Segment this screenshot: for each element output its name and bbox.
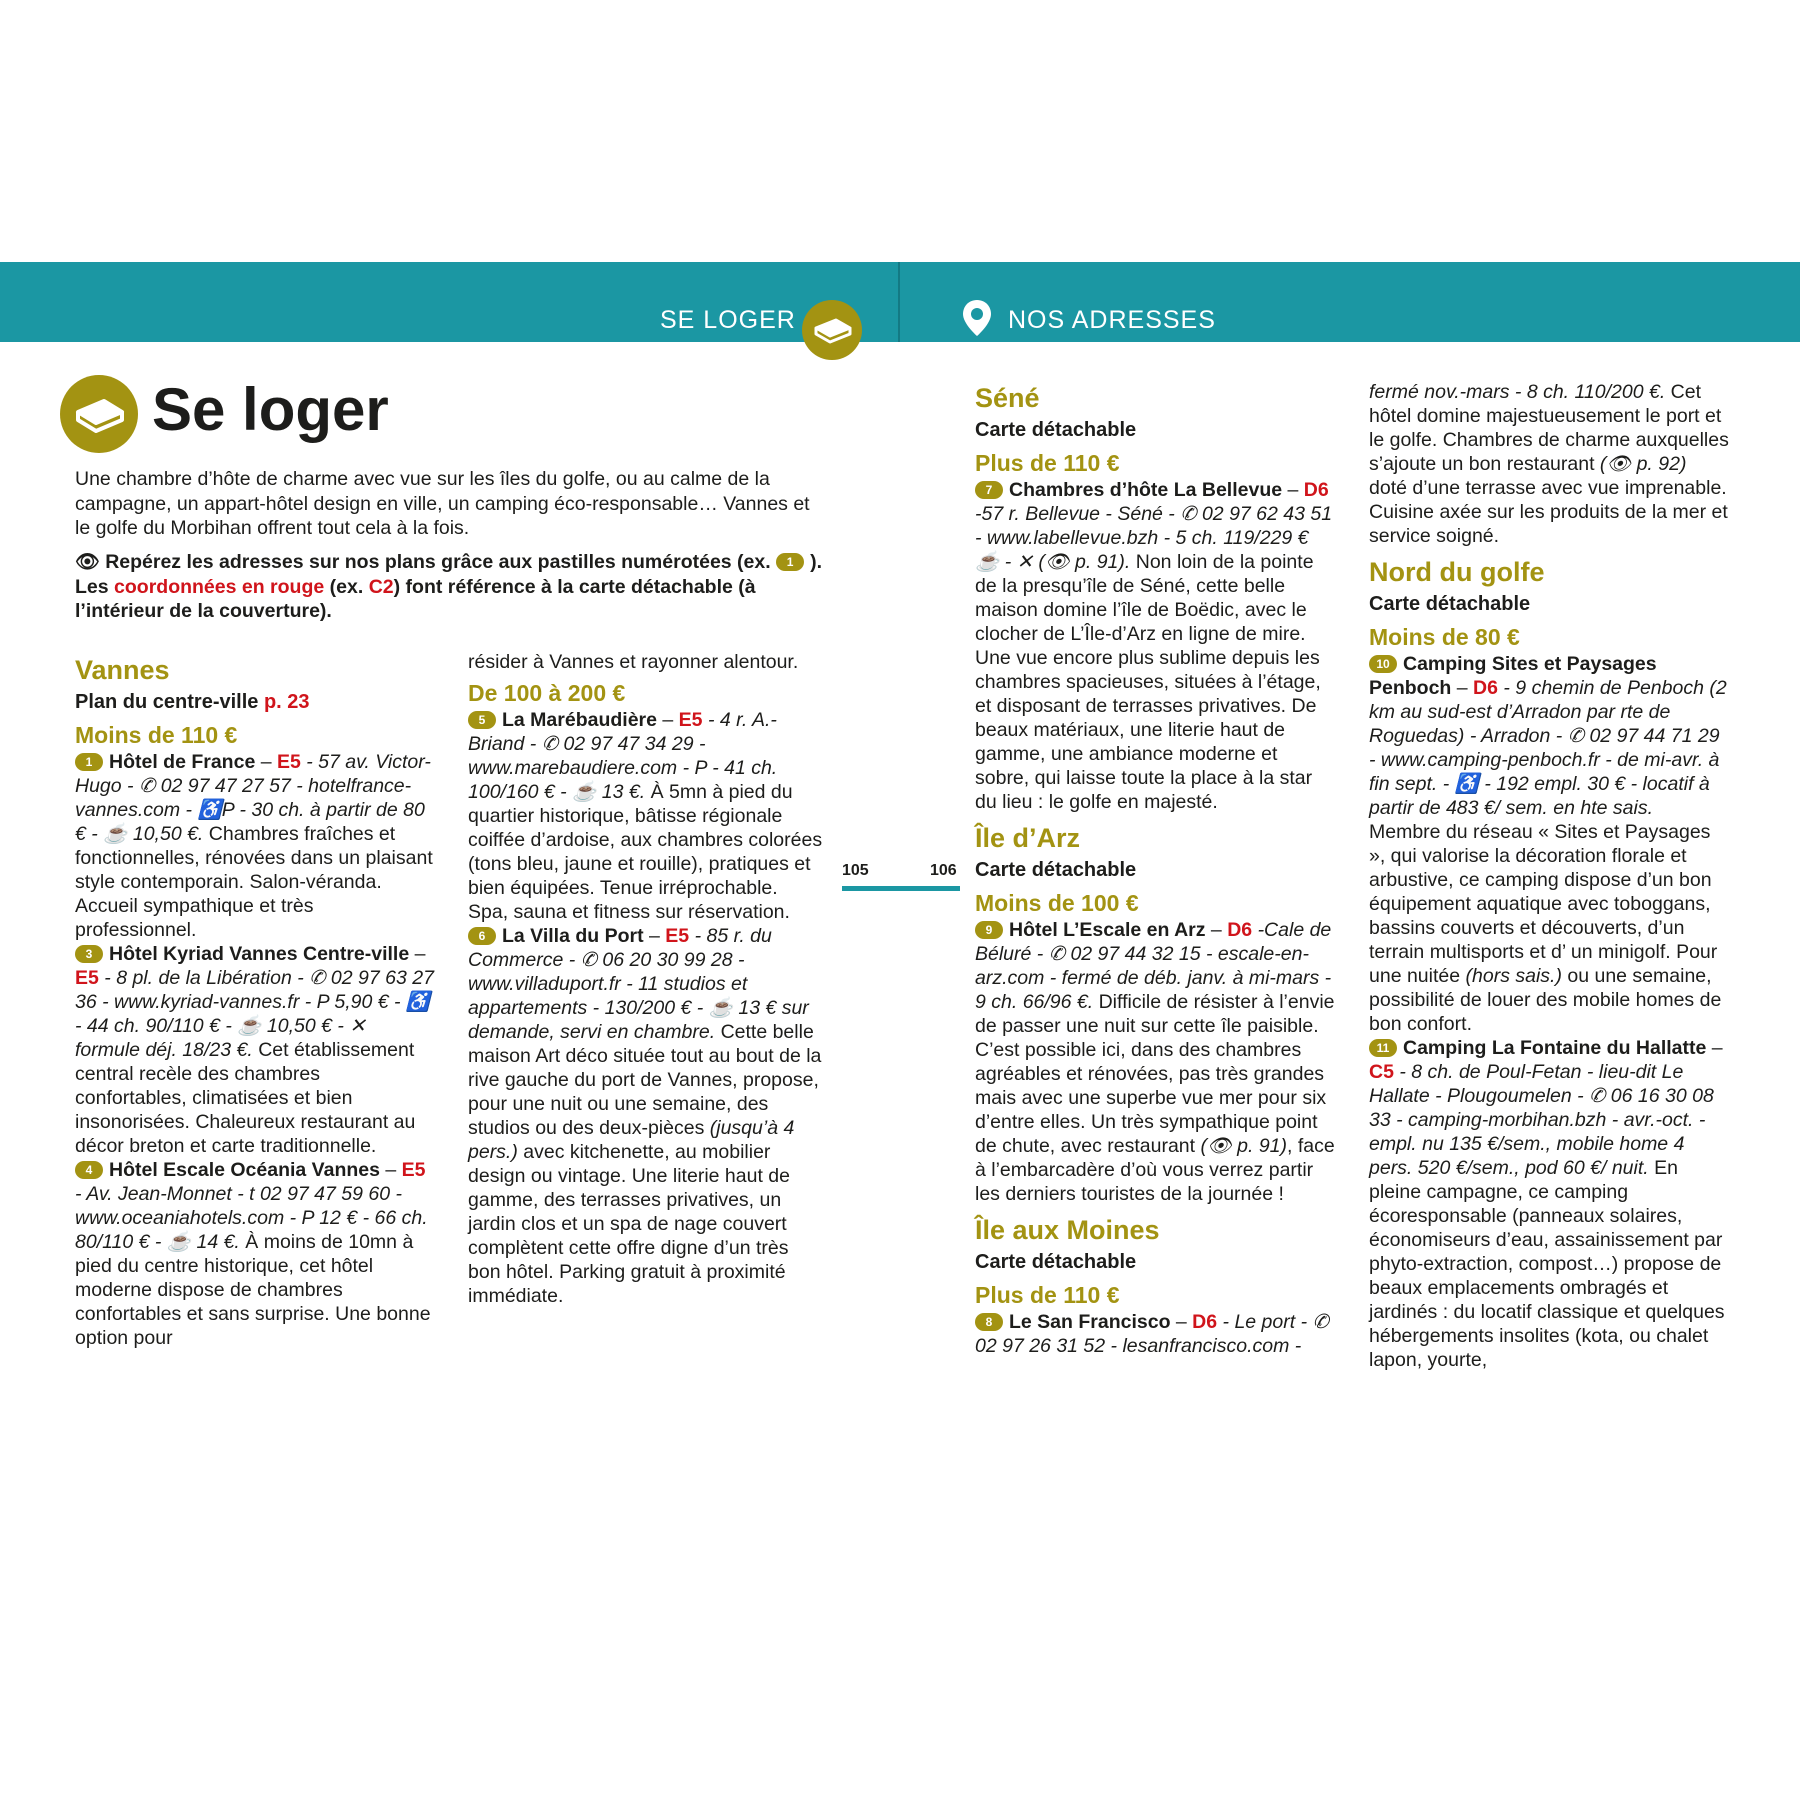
note-red-coord: C2 xyxy=(368,575,394,598)
listing-description: Cette belle maison Art déco située tout au bout de la rive gauche du port de Vannes, propose, pour une nuit ou une semaine, des studios ou des deux-pièces xyxy=(468,1021,822,1139)
listing-description-italic: (jusqu’à 4 pers.) xyxy=(468,1117,795,1163)
listing-coord: C5 xyxy=(1369,1061,1394,1083)
listing-description: En pleine campagne, ce camping écoresponsable (panneaux solaires, économiseurs d’eau, assainissement par phyto-extraction, compost…) propose de beaux emplacements ombragés et jardinés : du locatif classique et quelques hébergements insolites (kota, ou chalet lapon, yourte, xyxy=(1369,1157,1725,1371)
listing-coord: D6 xyxy=(1192,1311,1218,1333)
listing-coord: E5 xyxy=(75,967,99,989)
listing-entry: 7 Chambres d’hôte La Bellevue – D6 -57 r. Bellevue - Séné - ✆ 02 97 62 43 51 - www.labellevue.bzh - 5 ch. 119/229 € ☕ - ✕ (👁 p. 91). Non loin de la pointe de la presqu’île de Séné, cette belle maison domine l’île de Boëdic, avec le clocher de L’Île-d’Arz en ligne de mire. Une vue encore plus sublime depuis les chambres spacieuses, situées à l’étage, et disposant de terrasses privatives. De beaux matériaux, une literie haut de gamme, une ambiance moderne et sobre, qui laisse toute la place à la star du lieu : le golfe en majesté. xyxy=(975,479,1333,813)
city-heading: Vannes xyxy=(75,655,170,685)
listing-badge: 9 xyxy=(975,921,1003,939)
listing-badge: 4 xyxy=(75,1161,103,1179)
bed-icon xyxy=(60,375,138,453)
page-number-bar xyxy=(842,886,960,891)
price-heading: Moins de 110 € xyxy=(75,722,238,748)
listing-entry: 9 Hôtel L’Escale en Arz – D6 -Cale de Béluré - ✆ 02 97 44 32 15 - escale-en-arz.com - fermé de déb. janv. à mi-mars - 9 ch. 66/96 €. Difficile de résister à l’envie de passer une nuit sur cette île paisible. C’est possible ici, dans des chambres agréables et rénovées, pas très grandes mais avec une superbe vue mer pour six d’entre elles. Un très sympathique point de chute, avec restaurant (👁 p. 91), face à l’embarcadère d’où vous verrez partir les derniers touristes de la journée ! xyxy=(975,919,1335,1205)
bed-icon xyxy=(802,300,862,360)
city-heading: Île d’Arz xyxy=(975,823,1081,853)
banner-divider xyxy=(898,262,900,342)
note-text: ). Les xyxy=(75,551,823,598)
listing-badge: 3 xyxy=(75,945,103,963)
listing-description: avec kitchenette, au mobilier design ou vintage. Une literie haut de gamme, des terrasses privatives, un jardin clos et un spa de nage couvert complètent cette offre digne d’un très bon hôtel. Parking gratuit à proximité immédiate. xyxy=(468,1141,790,1307)
page-number-right: 106 xyxy=(930,862,957,879)
price-heading: Moins de 100 € xyxy=(975,890,1139,916)
banner-left-label: SE LOGER xyxy=(660,306,796,334)
listing-badge: 6 xyxy=(468,927,496,945)
listing-description: Membre du réseau « Sites et Paysages », qui valorise la décoration florale et arbustive, ce camping dispose d’un bon équipement aquatique avec toboggans, bassins couverts et découverts, d’un terrain multisports et d’ un minigolf. Pour une nuitée xyxy=(1369,821,1718,987)
continued-text xyxy=(1369,380,1729,548)
listing-info: fermé nov.-mars - 8 ch. 110/200 €. xyxy=(1369,381,1666,403)
listing-description-italic: (👁 p. 92) xyxy=(1599,453,1687,475)
listing-badge: 10 xyxy=(1369,655,1397,673)
map-note xyxy=(75,550,830,624)
section-banner xyxy=(0,262,1800,342)
page-number-left: 105 xyxy=(842,862,869,879)
listing-entry: 5 La Marébaudière – E5 - 4 r. A.-Briand - ✆ 02 97 47 34 29 - www.marebaudiere.com - P - 41 ch. 100/160 € - ☕ 13 €. À 5mn à pied du quartier historique, bâtisse régionale coiffée d’ardoise, aux chambres colorées (tons bleu, jaune et rouille), pratiques et bien équipées. Tenue irréprochable. Spa, sauna et fitness sur réservation. xyxy=(468,709,823,923)
price-heading: De 100 à 200 € xyxy=(468,680,626,706)
listing-coord: E5 xyxy=(401,1159,426,1181)
note-text: ) font référence à la carte détachable (à l’intérieur de la couverture). xyxy=(75,575,756,622)
price-heading: Plus de 110 € xyxy=(975,450,1120,476)
note-text: (ex. xyxy=(329,575,364,598)
listing-entry: 11 Camping La Fontaine du Hallatte – C5 - 8 ch. de Poul-Fetan - lieu-dit Le Hallate - Plougoumelen - ✆ 06 16 30 08 33 - camping-morbihan.bzh - avr.-oct. - empl. nu 135 €/sem., mobile home 4 pers. 520 €/sem., pod 60 €/ nuit. En pleine campagne, ce camping écoresponsable (panneaux solaires, économiseurs d’eau, assainissement par phyto-extraction, compost…) propose de beaux emplacements ombragés et jardinés : du locatif classique et quelques hébergements insolites (kota, ou chalet lapon, yourte, xyxy=(1369,1037,1725,1371)
listing-coord: E5 xyxy=(678,709,703,731)
map-reference: Carte détachable xyxy=(975,1251,1137,1273)
listing-name: Camping Sites et Paysages Penboch xyxy=(1369,653,1657,699)
listing-coord: D6 xyxy=(1303,479,1329,501)
city-heading: Nord du golfe xyxy=(1369,557,1545,587)
note-text: Repérez les adresses sur nos plans grâce aux pastilles numérotées (ex. xyxy=(105,551,771,573)
map-reference: Carte détachable xyxy=(975,419,1137,441)
intro-paragraph: Une chambre d’hôte de charme avec vue sur les îles du golfe, ou au calme de la campagne, un appart-hôtel design en ville, un camping éco-responsable… Vannes et le golfe du Morbihan offrent tout cela à la fois. xyxy=(75,468,810,539)
listing-info: -57 r. Bellevue - Séné - ✆ 02 97 62 43 51 - www.labellevue.bzh - 5 ch. 119/229 € ☕ - ✕ (👁 p. 91). xyxy=(975,503,1333,573)
eye-icon: 👁 xyxy=(75,551,100,573)
page-title: Se loger xyxy=(152,376,389,443)
listing-name: Hôtel L’Escale en Arz xyxy=(1009,919,1206,941)
listing-entry: 1 Hôtel de France – E5 - 57 av. Victor-Hugo - ✆ 02 97 47 27 57 - hotelfrance-vannes.com - ♿P - 30 ch. à partir de 80 € - ☕ 10,50 €. Chambres fraîches et fonctionnelles, rénovées dans un plaisant style contemporain. Salon-véranda. Accueil sympathique et très professionnel. xyxy=(75,751,433,941)
listing-name: Hôtel Escale Océania Vannes xyxy=(109,1159,380,1181)
listing-name: La Marébaudière xyxy=(502,709,657,731)
listing-description: , face à l’embarcadère d’où vous verrez partir les derniers touristes de la journée ! xyxy=(975,1135,1335,1205)
listing-description: À 5mn à pied du quartier historique, bâtisse régionale coiffée d’ardoise, aux chambres colorées (tons bleu, jaune et rouille), pratiques et bien équipées. Tenue irréprochable. Spa, sauna et fitness sur réservation. xyxy=(468,781,823,923)
listing-info: - 85 r. du Commerce - ✆ 06 20 30 99 28 - www.villaduport.fr - 11 studios et appartements - 130/200 € - ☕ 13 € sur demande, servi en chambre. xyxy=(468,925,809,1043)
map-reference: Carte détachable xyxy=(1369,593,1531,615)
column-3 xyxy=(975,382,1335,1358)
listing-entry: 6 La Villa du Port – E5 - 85 r. du Commerce - ✆ 06 20 30 99 28 - www.villaduport.fr - 11 studios et appartements - 130/200 € - ☕ 13 € sur demande, servi en chambre. Cette belle maison Art déco située tout au bout de la rive gauche du port de Vannes, propose, pour une nuit ou une semaine, des studios ou des deux-pièces (jusqu’à 4 pers.) avec kitchenette, au mobilier design ou vintage. Une literie haut de gamme, des terrasses privatives, un jardin clos et un spa de nage couvert complètent cette offre digne d’un très bon hôtel. Parking gratuit à proximité immédiate. xyxy=(468,925,822,1307)
listing-badge: 11 xyxy=(1369,1039,1397,1057)
continued-text: résider à Vannes et rayonner alentour. xyxy=(468,651,799,673)
map-reference: Carte détachable xyxy=(975,859,1137,881)
page-link[interactable]: p. 23 xyxy=(263,691,310,713)
listing-description: À moins de 10mn à pied du centre historique, cet hôtel moderne dispose de chambres confortables et sans surprise. Une bonne option pour xyxy=(75,1231,431,1349)
listing-description-italic: (👁 p. 91) xyxy=(1200,1135,1288,1157)
listing-info: - 8 pl. de la Libération - ✆ 02 97 63 27 36 - www.kyriad-vannes.fr - P 5,90 € - ♿ - 44 ch. 90/110 € - ☕ 10,50 € - ✕ formule déj. 18/23 €. xyxy=(75,967,434,1061)
column-1 xyxy=(75,646,435,1350)
listing-name: Camping La Fontaine du Hallatte xyxy=(1403,1037,1707,1059)
listing-description-italic: (hors sais.) xyxy=(1465,965,1562,987)
price-heading: Plus de 110 € xyxy=(975,1282,1120,1308)
listing-entry: 4 Hôtel Escale Océania Vannes – E5 - Av. Jean-Monnet - t 02 97 47 59 60 - www.oceaniahotels.com - P 12 € - 66 ch. 80/110 € - ☕ 14 €. À moins de 10mn à pied du centre historique, cet hôtel moderne dispose de chambres confortables et sans surprise. Une bonne option pour xyxy=(75,1159,431,1349)
listing-name: Hôtel de France xyxy=(109,751,256,773)
listing-info: - 9 chemin de Penboch (2 km au sud-est d’Arradon par rte de Roguedas) - Arradon - ✆ 02 97 44 71 29 - www.camping-penboch.fr - de mi-avr. à fin sept. - ♿ - 192 empl. 30 € - locatif à partir de 483 €/ sem. en hte sais. xyxy=(1369,677,1727,819)
listing-description: Non loin de la pointe de la presqu’île de Séné, cette belle maison domine l’île de Boëdic, avec le clocher de L’Île-d’Arz en ligne de mire. Une vue encore plus sublime depuis les chambres spacieuses, situées à l’étage, et disposant de terrasses privatives. De beaux matériaux, une literie haut de gamme, une ambiance moderne et sobre, qui laisse toute la place à la star du lieu : le golfe en majesté. xyxy=(975,551,1321,813)
listing-badge: 8 xyxy=(975,1313,1003,1331)
listing-coord: E5 xyxy=(665,925,690,947)
listing-coord: D6 xyxy=(1473,677,1498,699)
listing-name: Chambres d’hôte La Bellevue xyxy=(1009,479,1283,501)
listing-description: ou une semaine, possibilité de louer des mobile homes de bon confort. xyxy=(1369,965,1722,1035)
map-reference: Plan du centre-ville p. 23 xyxy=(75,691,310,713)
note-red-text: coordonnées en rouge xyxy=(114,575,325,598)
listing-description: Difficile de résister à l’envie de passer une nuit sur cette île paisible. C’est possible ici, dans des chambres agréables et rénovées, pas très grandes mais avec une superbe vue mer pour six d’entre elles. Un très sympathique point de chute, avec restaurant xyxy=(975,991,1335,1157)
listing-coord: D6 xyxy=(1227,919,1253,941)
listing-badge: 5 xyxy=(468,711,496,729)
listing-badge: 7 xyxy=(975,481,1003,499)
listing-entry: 3 Hôtel Kyriad Vannes Centre-ville – E5 - 8 pl. de la Libération - ✆ 02 97 63 27 36 - www.kyriad-vannes.fr - P 5,90 € - ♿ - 44 ch. 90/110 € - ☕ 10,50 € - ✕ formule déj. 18/23 €. Cet établissement central recèle des chambres confortables, climatisées et bien insonorisées. Chaleureux restaurant au décor breton et carte traditionnelle. xyxy=(75,943,434,1157)
example-badge: 1 xyxy=(776,553,804,571)
location-pin-icon xyxy=(960,298,994,338)
listing-description: doté d’une terrasse avec vue imprenable. Cuisine axée sur les produits de la mer et service soigné. xyxy=(1369,477,1728,547)
listing-description: Chambres fraîches et fonctionnelles, rénovées dans un plaisant style contemporain. Salon-véranda. Accueil sympathique et très professionnel. xyxy=(75,823,433,941)
listing-entry: 8 Le San Francisco – D6 - Le port - ✆ 02 97 26 31 52 - lesanfrancisco.com - xyxy=(975,1311,1329,1357)
listing-coord: E5 xyxy=(276,751,301,773)
column-4 xyxy=(1369,380,1729,1372)
listing-info: - Av. Jean-Monnet - t 02 97 47 59 60 - www.oceaniahotels.com - P 12 € - 66 ch. 80/110 € - ☕ 14 €. xyxy=(75,1183,428,1253)
price-heading: Moins de 80 € xyxy=(1369,624,1520,650)
listing-info: - 4 r. A.-Briand - ✆ 02 97 47 34 29 - www.marebaudiere.com - P - 41 ch. 100/160 € - ☕ 13 €. xyxy=(468,709,778,803)
banner-right-label: NOS ADRESSES xyxy=(1008,306,1216,334)
listing-info: -Cale de Béluré - ✆ 02 97 44 32 15 - escale-en-arz.com - fermé de déb. janv. à mi-mars - 9 ch. 66/96 €. xyxy=(975,919,1332,1013)
listing-description: Cet hôtel domine majestueusement le port et le golfe. Chambres de charme auxquelles s’ajoute un bon restaurant xyxy=(1369,381,1729,475)
column-2 xyxy=(468,650,823,1308)
listing-info: - 57 av. Victor-Hugo - ✆ 02 97 47 27 57 - hotelfrance-vannes.com - ♿P - 30 ch. à partir de 80 € - ☕ 10,50 €. xyxy=(75,751,431,845)
listing-name: La Villa du Port xyxy=(502,925,644,947)
city-heading: Île aux Moines xyxy=(975,1215,1160,1245)
listing-entry: 10 Camping Sites et Paysages Penboch – D6 - 9 chemin de Penboch (2 km au sud-est d’Arradon par rte de Roguedas) - Arradon - ✆ 02 97 44 71 29 - www.camping-penboch.fr - de mi-avr. à fin sept. - ♿ - 192 empl. 30 € - locatif à partir de 483 €/ sem. en hte sais. Membre du réseau « Sites et Paysages », qui valorise la décoration florale et arbustive, ce camping dispose d’un bon équipement aquatique avec toboggans, bassins couverts et découverts, d’un terrain multisports et d’ un minigolf. Pour une nuitée (hors sais.) ou une semaine, possibilité de louer des mobile homes de bon confort. xyxy=(1369,653,1727,1035)
listing-description: Cet établissement central recèle des chambres confortables, climatisées et bien insonorisées. Chaleureux restaurant au décor breton et carte traditionnelle. xyxy=(75,1039,416,1157)
listing-badge: 1 xyxy=(75,753,103,771)
listing-name: Hôtel Kyriad Vannes Centre-ville xyxy=(109,943,410,965)
city-heading: Séné xyxy=(975,383,1040,413)
listing-info: - 8 ch. de Poul-Fetan - lieu-dit Le Hallate - Plougoumelen - ✆ 06 16 30 08 33 - camping-morbihan.bzh - avr.-oct. - empl. nu 135 €/sem., mobile home 4 pers. 520 €/sem., pod 60 €/ nuit. xyxy=(1369,1061,1714,1179)
listing-info: - Le port - ✆ 02 97 26 31 52 - lesanfrancisco.com - xyxy=(975,1311,1329,1357)
listing-name: Le San Francisco xyxy=(1009,1311,1171,1333)
